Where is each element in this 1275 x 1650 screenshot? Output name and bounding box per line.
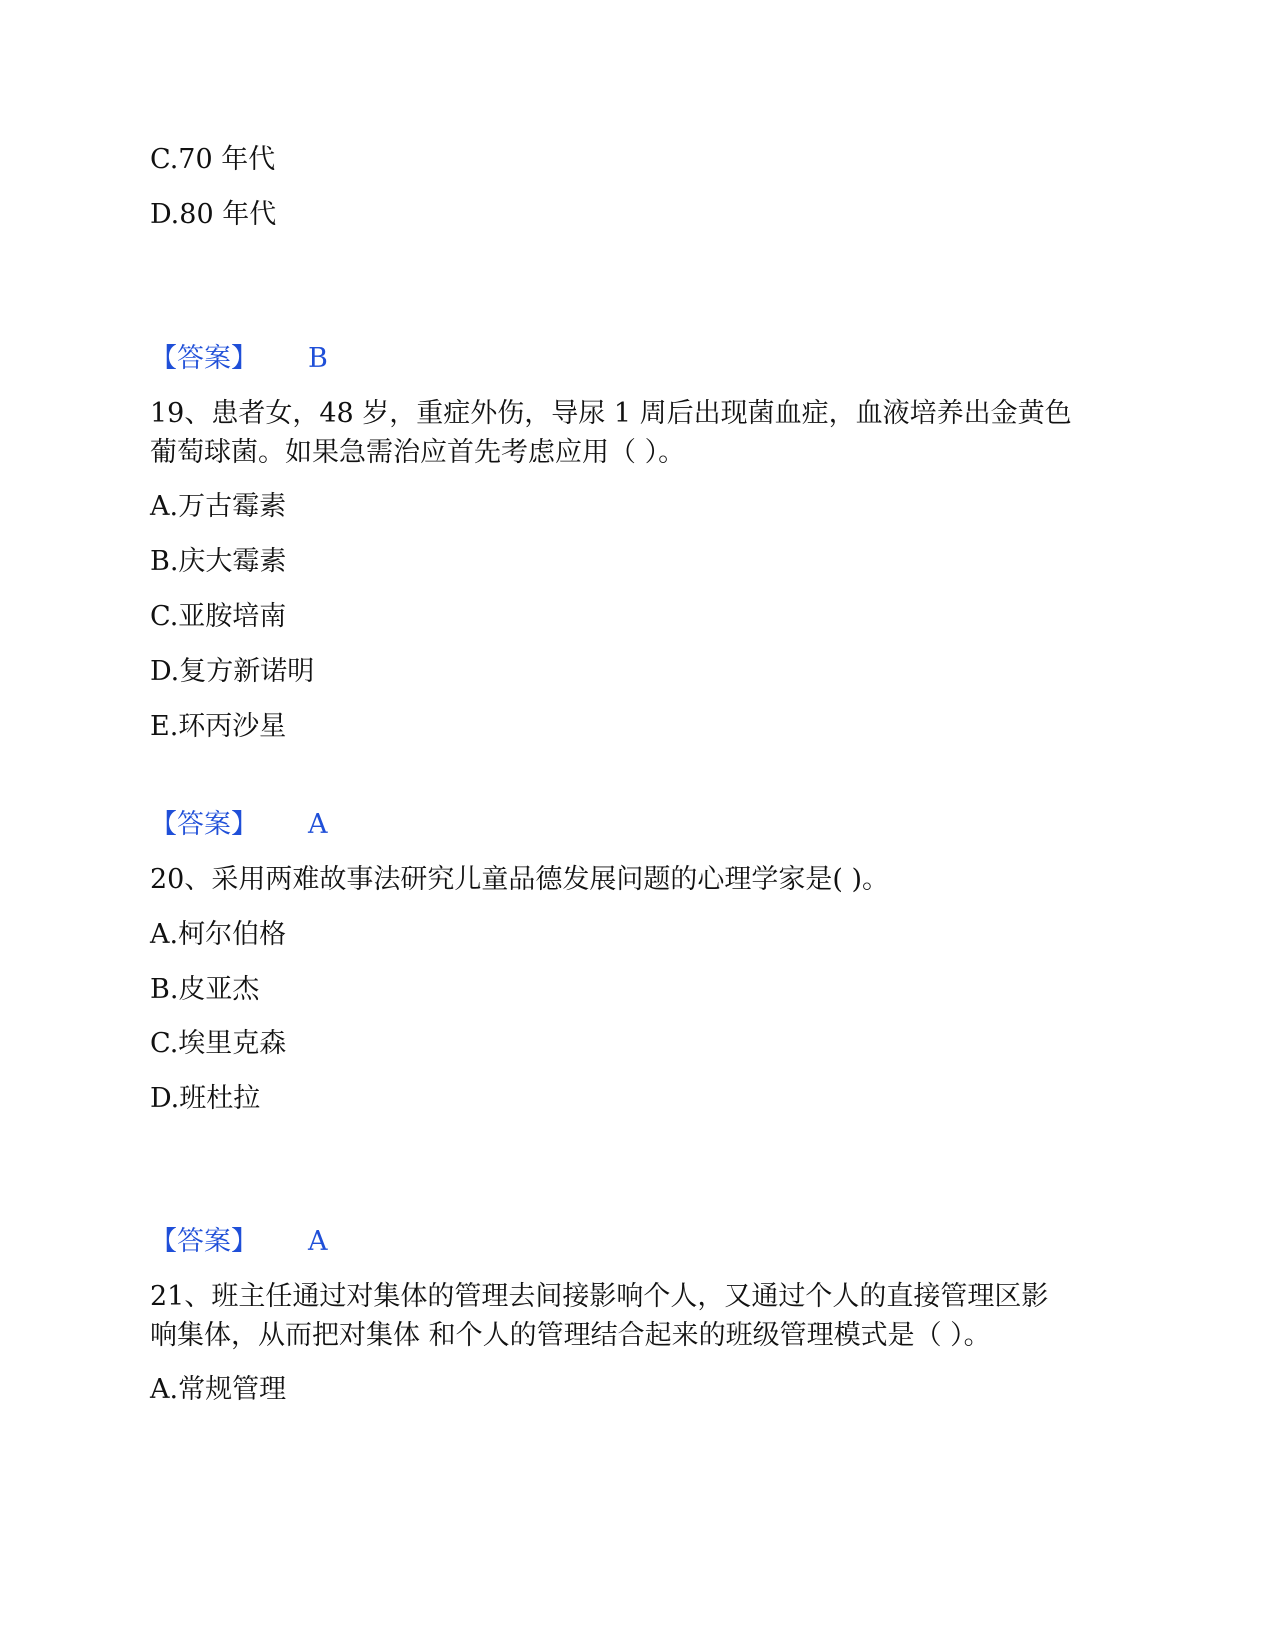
option-c-prev: C.70 年代 bbox=[150, 144, 276, 175]
answer-value: A bbox=[308, 809, 328, 840]
q20-option-b: B.皮亚杰 bbox=[150, 974, 260, 1005]
q21-option-a: A.常规管理 bbox=[150, 1374, 287, 1405]
answer-q19 bbox=[150, 808, 328, 842]
q19-option-a: A.万古霉素 bbox=[150, 491, 287, 522]
q20-stem-line1: 20、采用两难故事法研究儿童品德发展问题的心理学家是( )。 bbox=[150, 864, 890, 895]
answer-value: A bbox=[308, 1226, 328, 1257]
option-d-prev: D.80 年代 bbox=[150, 199, 277, 230]
q21-stem-line1: 21、班主任通过对集体的管理去间接影响个人，又通过个人的直接管理区影 bbox=[150, 1281, 1049, 1312]
answer-prev bbox=[150, 342, 328, 376]
q21-stem-line2: 响集体，从而把对集体 和个人的管理结合起来的班级管理模式是（ ）。 bbox=[150, 1320, 991, 1351]
q20-option-a: A.柯尔伯格 bbox=[150, 919, 287, 950]
q19-stem-line2: 葡萄球菌。如果急需治应首先考虑应用（ ）。 bbox=[150, 437, 686, 468]
q19-option-e: E.环丙沙星 bbox=[150, 711, 287, 742]
answer-q20 bbox=[150, 1225, 328, 1259]
q19-stem-line1: 19、患者女，48 岁，重症外伤，导尿 1 周后出现菌血症，血液培养出金黄色 bbox=[150, 398, 1072, 429]
answer-label: 【答案】 bbox=[150, 343, 258, 374]
q19-option-b: B.庆大霉素 bbox=[150, 546, 287, 577]
q19-option-d: D.复方新诺明 bbox=[150, 656, 315, 687]
q20-option-d: D.班杜拉 bbox=[150, 1083, 261, 1114]
answer-label: 【答案】 bbox=[150, 809, 258, 840]
q19-option-c: C.亚胺培南 bbox=[150, 601, 287, 632]
answer-label: 【答案】 bbox=[150, 1226, 258, 1257]
answer-value: B bbox=[308, 343, 328, 374]
q20-option-c: C.埃里克森 bbox=[150, 1028, 287, 1059]
